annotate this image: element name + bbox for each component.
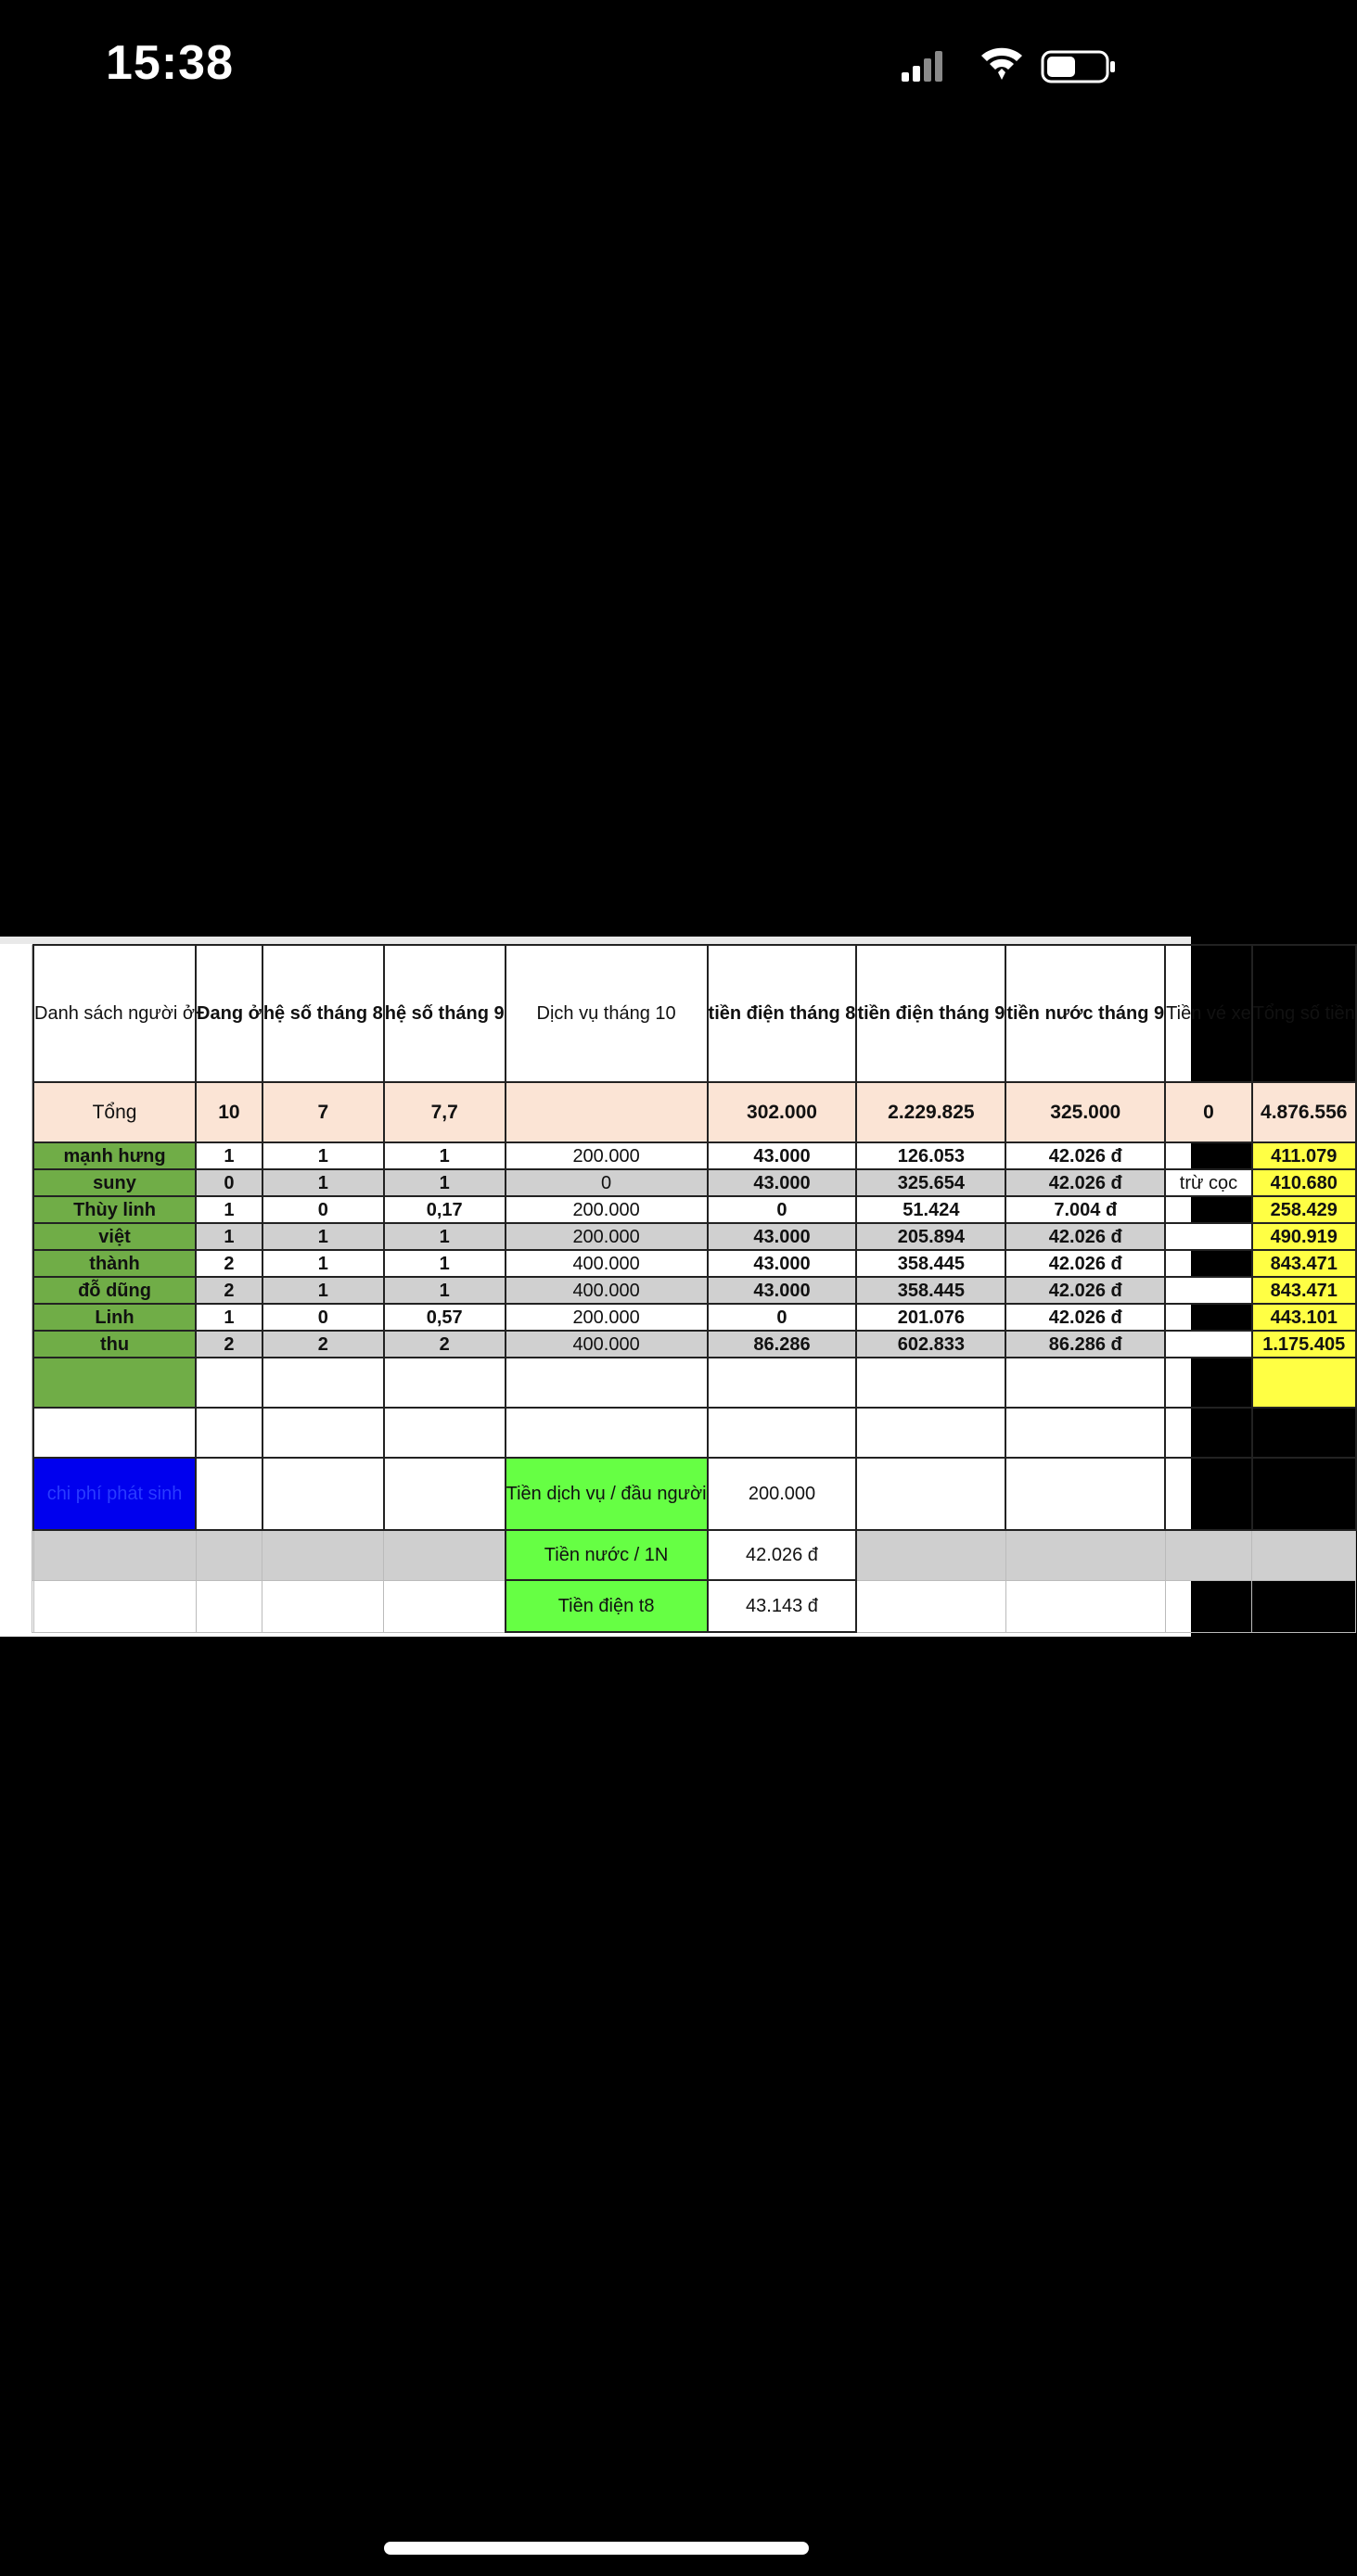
total-he-so-t9: 7,7 [384, 1082, 506, 1142]
cell-dien-t9: 325.654 [856, 1169, 1005, 1196]
cell-dich-vu: 200.000 [506, 1304, 708, 1331]
table-row [32, 1169, 1356, 1196]
status-bar [0, 0, 1191, 139]
header-dien-t9: tiền điện tháng 9 [856, 945, 1005, 1082]
cell-ve-xe [1165, 1142, 1252, 1169]
spreadsheet-screenshot [0, 937, 1355, 1637]
table-row [32, 1223, 1356, 1250]
cell-dien-t8: 0 [708, 1196, 857, 1223]
cell-name: Linh [33, 1304, 196, 1331]
cell-he-so-t8: 1 [262, 1142, 384, 1169]
cell-dang-o: 2 [196, 1250, 262, 1277]
cell-dien-t8: 86.286 [708, 1331, 857, 1358]
header-dang-o: Đang ở [196, 945, 262, 1082]
table-row [32, 1304, 1356, 1331]
cell-tong: 411.079 [1252, 1142, 1356, 1169]
cell-nuoc-t9: 42.026 đ [1005, 1304, 1165, 1331]
cell-dich-vu: 400.000 [506, 1277, 708, 1304]
total-nuoc-t9: 325.000 [1005, 1082, 1165, 1142]
cell-name: thu [33, 1331, 196, 1358]
cell-he-so-t9: 1 [384, 1142, 506, 1169]
cell-dich-vu: 200.000 [506, 1223, 708, 1250]
table-row [32, 1277, 1356, 1304]
cell-nuoc-t9: 42.026 đ [1005, 1142, 1165, 1169]
cell-dien-t8: 0 [708, 1304, 857, 1331]
cell-ve-xe [1165, 1331, 1252, 1358]
cell-dien-t9: 201.076 [856, 1304, 1005, 1331]
home-indicator[interactable] [384, 2542, 809, 2555]
cell-dich-vu: 400.000 [506, 1250, 708, 1277]
cell-he-so-t9: 1 [384, 1169, 506, 1196]
sheet-top-strip [0, 937, 1191, 944]
total-he-so-t8: 7 [262, 1082, 384, 1142]
summary-value: 200.000 [708, 1458, 857, 1530]
cell-dien-t9: 358.445 [856, 1277, 1005, 1304]
cell-name: suny [33, 1169, 196, 1196]
header-he-so-t9: hệ số tháng 9 [384, 945, 506, 1082]
table-row [32, 1250, 1356, 1277]
cell-ve-xe [1165, 1277, 1252, 1304]
cell-dang-o: 1 [196, 1142, 262, 1169]
cell-dien-t9: 358.445 [856, 1250, 1005, 1277]
cell-tong: 490.919 [1252, 1223, 1356, 1250]
cell-tong: 843.471 [1252, 1250, 1356, 1277]
cell-dang-o: 0 [196, 1169, 262, 1196]
cell-dang-o: 1 [196, 1304, 262, 1331]
header-ve-xe: Tiền vé xe [1165, 945, 1252, 1082]
total-tong: 4.876.556 [1252, 1082, 1356, 1142]
cell-dang-o: 1 [196, 1223, 262, 1250]
cell-tong: 410.680 [1252, 1169, 1356, 1196]
cell-tong: 1.175.405 [1252, 1331, 1356, 1358]
signal-icon [902, 51, 942, 82]
status-time: 15:38 [106, 36, 234, 90]
total-dang-o: 10 [196, 1082, 262, 1142]
header-dich-vu: Dịch vụ tháng 10 [506, 945, 708, 1082]
cell-dich-vu: 200.000 [506, 1196, 708, 1223]
cell-dich-vu: 200.000 [506, 1142, 708, 1169]
cell-dich-vu: 400.000 [506, 1331, 708, 1358]
cell-dich-vu: 0 [506, 1169, 708, 1196]
table-row [32, 1142, 1356, 1169]
person-rows [32, 1142, 1356, 1358]
cell-dang-o: 1 [196, 1196, 262, 1223]
header-nuoc-t9: tiền nước tháng 9 [1005, 945, 1165, 1082]
cell-dien-t9: 51.424 [856, 1196, 1005, 1223]
wifi-icon [981, 48, 1022, 80]
summary-row [32, 1580, 1356, 1632]
total-dich-vu [506, 1082, 708, 1142]
summary-row [32, 1458, 1356, 1530]
cell-nuoc-t9: 7.004 đ [1005, 1196, 1165, 1223]
cell-name: mạnh hưng [33, 1142, 196, 1169]
header-he-so-t8: hệ số tháng 8 [262, 945, 384, 1082]
blue-note: chi phí phát sinh [33, 1458, 196, 1530]
table-row [32, 1196, 1356, 1223]
cell-ve-xe [1165, 1304, 1252, 1331]
total-row [32, 1082, 1356, 1142]
cell-dien-t9: 205.894 [856, 1223, 1005, 1250]
cell-dien-t8: 43.000 [708, 1250, 857, 1277]
cell-he-so-t8: 0 [262, 1196, 384, 1223]
summary-value: 43.143 đ [708, 1580, 857, 1632]
cell-name: Thùy linh [33, 1196, 196, 1223]
summary-label: Tiền nước / 1N [506, 1530, 708, 1580]
cell-name: việt [33, 1223, 196, 1250]
cell-he-so-t8: 1 [262, 1250, 384, 1277]
cell-dien-t8: 43.000 [708, 1277, 857, 1304]
cell-he-so-t9: 0,57 [384, 1304, 506, 1331]
cell-nuoc-t9: 42.026 đ [1005, 1250, 1165, 1277]
header-dien-t8: tiền điện tháng 8 [708, 945, 857, 1082]
total-dien-t9: 2.229.825 [856, 1082, 1005, 1142]
cell-tong: 843.471 [1252, 1277, 1356, 1304]
summary-value: 42.026 đ [708, 1530, 857, 1580]
cell-he-so-t9: 0,17 [384, 1196, 506, 1223]
cell-ve-xe [1165, 1250, 1252, 1277]
cell-ve-xe [1165, 1223, 1252, 1250]
cell-dien-t8: 43.000 [708, 1169, 857, 1196]
empty-row [32, 1408, 1356, 1458]
cell-he-so-t9: 1 [384, 1277, 506, 1304]
cell-he-so-t8: 1 [262, 1169, 384, 1196]
battery-icon [1043, 52, 1115, 82]
cell-ve-xe: trừ cọc [1165, 1169, 1252, 1196]
cell-dien-t8: 43.000 [708, 1142, 857, 1169]
cell-tong: 258.429 [1252, 1196, 1356, 1223]
total-label: Tổng [33, 1082, 196, 1142]
total-dien-t8: 302.000 [708, 1082, 857, 1142]
cell-dien-t9: 602.833 [856, 1331, 1005, 1358]
empty-row [32, 1358, 1356, 1408]
summary-row [32, 1530, 1356, 1580]
cell-he-so-t8: 2 [262, 1331, 384, 1358]
summary-label: Tiền điện t8 [506, 1580, 708, 1632]
expense-table [32, 944, 1357, 1633]
cell-nuoc-t9: 86.286 đ [1005, 1331, 1165, 1358]
cell-ve-xe [1165, 1196, 1252, 1223]
cell-he-so-t8: 1 [262, 1277, 384, 1304]
cell-nuoc-t9: 42.026 đ [1005, 1223, 1165, 1250]
cell-he-so-t8: 1 [262, 1223, 384, 1250]
cell-he-so-t9: 1 [384, 1250, 506, 1277]
cell-he-so-t9: 2 [384, 1331, 506, 1358]
cell-tong: 443.101 [1252, 1304, 1356, 1331]
cell-he-so-t8: 0 [262, 1304, 384, 1331]
cell-name: thành [33, 1250, 196, 1277]
header-tong: Tổng số tiền [1252, 945, 1356, 1082]
cell-dang-o: 2 [196, 1277, 262, 1304]
status-icons [900, 46, 1122, 87]
cell-dien-t9: 126.053 [856, 1142, 1005, 1169]
header-row [32, 945, 1356, 1082]
total-ve-xe: 0 [1165, 1082, 1252, 1142]
cell-name: đỗ dũng [33, 1277, 196, 1304]
table-row [32, 1331, 1356, 1358]
cell-nuoc-t9: 42.026 đ [1005, 1169, 1165, 1196]
cell-dien-t8: 43.000 [708, 1223, 857, 1250]
cell-he-so-t9: 1 [384, 1223, 506, 1250]
summary-label: Tiền dịch vụ / đầu người [506, 1458, 708, 1530]
cell-nuoc-t9: 42.026 đ [1005, 1277, 1165, 1304]
header-name: Danh sách người ở [33, 945, 196, 1082]
cell-dang-o: 2 [196, 1331, 262, 1358]
